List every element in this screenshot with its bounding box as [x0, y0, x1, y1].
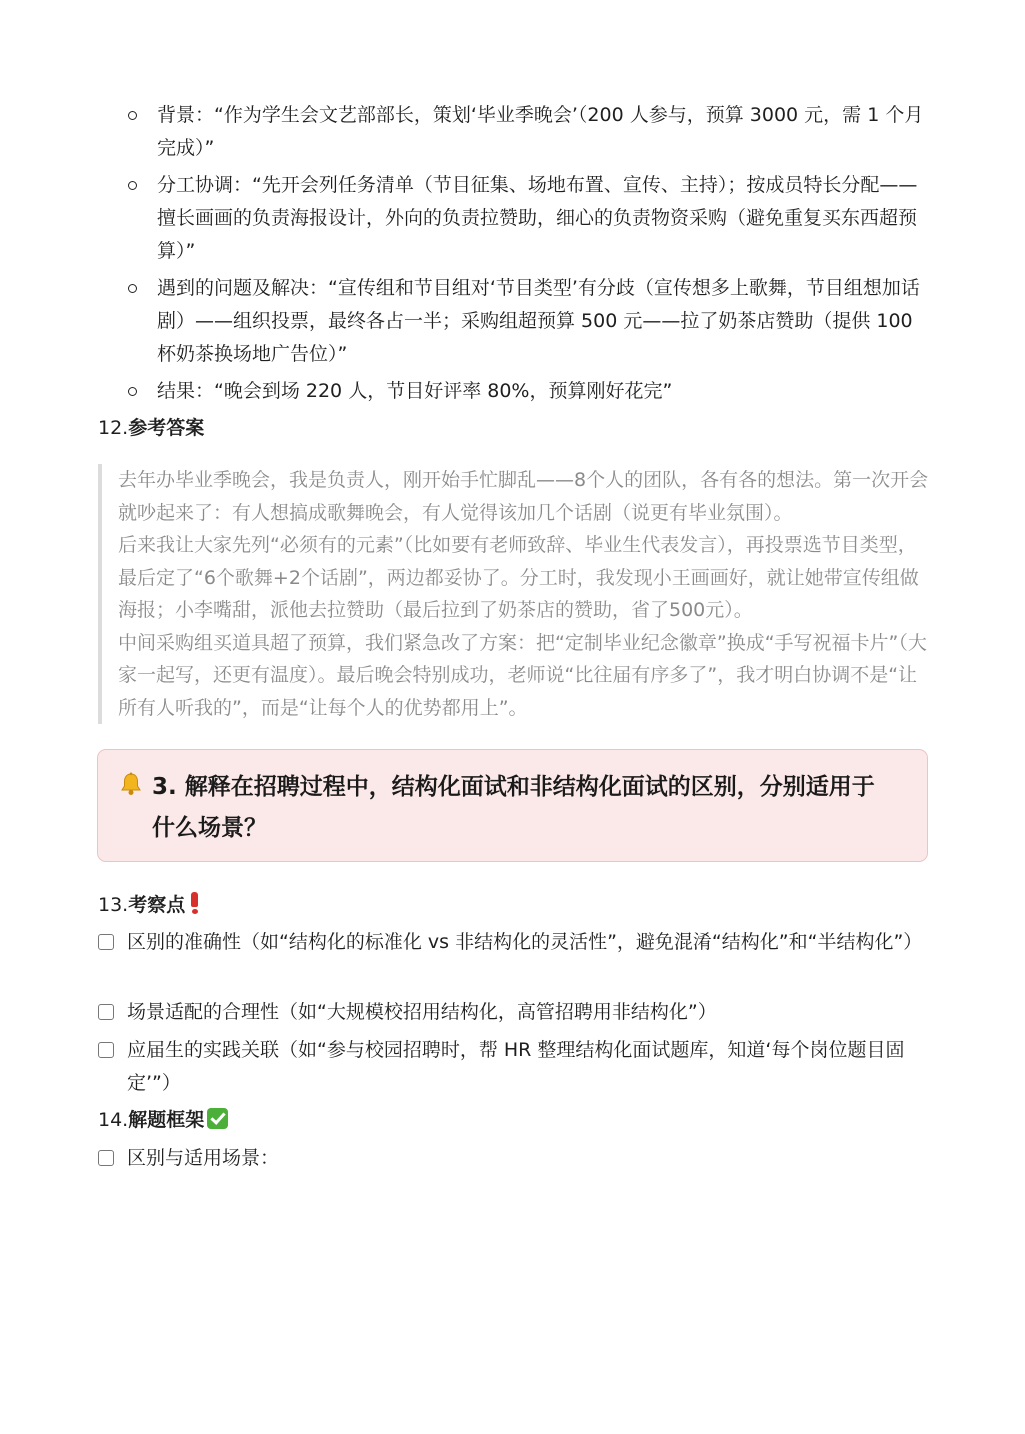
- question-callout: [97, 749, 928, 862]
- section-title: 考察点: [128, 894, 186, 916]
- quote-paragraph: 后来我让大家先列“必须有的元素”（比如要有老师致辞、毕业生代表发言），再投票选节目类型，最后定了“6个歌舞+2个话剧”，两边都妥协了。分工时，我发现小王画画好，就让她带宣传组做海报；小李嘴甜，派他去拉赞助（最后拉到了奶茶店的赞助，省了500元）。: [118, 534, 919, 621]
- section-heading-assessment-points: [98, 891, 198, 919]
- section-heading-answer-framework: [98, 1106, 228, 1134]
- checklist-item: [98, 1034, 918, 1100]
- section-title: 参考答案: [128, 417, 205, 439]
- checklist-item-text: 区别的准确性（如“结构化的标准化 vs 非结构化的灵活性”，避免混淆“结构化”和“半结构化”）: [127, 931, 923, 953]
- bullet-circle-icon: [128, 387, 137, 396]
- quote-paragraph: 中间采购组买道具超了预算，我们紧急改了方案：把“定制毕业纪念徽章”换成“手写祝福卡片”（大家一起写，还更有温度）。最后晚会特别成功，老师说“比往届有序多了”，我才明白协调不是“让所有人听我的”，而是“让每个人的优势都用上”。: [118, 631, 927, 719]
- bell-icon: [120, 772, 142, 796]
- section-heading-reference-answer: [98, 414, 204, 442]
- question-title: 3. 解释在招聘过程中，结构化面试和非结构化面试的区别，分别适用于什么场景？: [152, 774, 875, 841]
- section-number: 12.: [98, 417, 129, 439]
- bullet-division-of-labor: [126, 169, 932, 268]
- checklist-item: [98, 1142, 918, 1175]
- checkbox[interactable]: [98, 1042, 114, 1058]
- checkbox[interactable]: [98, 1004, 114, 1020]
- bullet-text: 背景：“作为学生会文艺部部长，策划‘毕业季晚会’（200 人参与，预算 3000 元，需 1 个月完成）”: [157, 104, 924, 159]
- section-number: 14.: [98, 1109, 129, 1131]
- bullet-text: 分工协调：“先开会列任务清单（节目征集、场地布置、宣传、主持）；按成员特长分配——擅长画画的负责海报设计，外向的负责拉赞助，细心的负责物资采购（避免重复买东西超预算）”: [157, 174, 918, 262]
- checklist-item: [98, 996, 918, 1029]
- checklist-item-text: 应届生的实践关联（如“参与校园招聘时，帮 HR 整理结构化面试题库，知道‘每个岗位题目固定’”）: [127, 1039, 905, 1094]
- checklist-item: [98, 926, 923, 959]
- exclamation-icon: [191, 892, 198, 914]
- check-mark-icon: [207, 1108, 228, 1129]
- bullet-text: 遇到的问题及解决：“宣传组和节目组对‘节目类型’有分歧（宣传想多上歌舞，节目组想加话剧）——组织投票，最终各占一半；采购组超预算 500 元——拉了奶茶店赞助（提供 100 杯奶茶换场地广告位）”: [157, 277, 920, 365]
- reference-answer-quote: [98, 464, 930, 724]
- section-title: 解题框架: [128, 1109, 205, 1131]
- bullet-circle-icon: [128, 284, 137, 293]
- checkbox[interactable]: [98, 1150, 114, 1166]
- bullet-background: [126, 99, 932, 165]
- bullet-result: [126, 375, 932, 408]
- experience-bullet-list: [126, 99, 932, 412]
- checklist-item-text: 区别与适用场景：: [127, 1147, 280, 1169]
- bullet-circle-icon: [128, 181, 137, 190]
- quote-paragraph: 去年办毕业季晚会，我是负责人，刚开始手忙脚乱——8个人的团队，各有各的想法。第一次开会就吵起来了：有人想搞成歌舞晚会，有人觉得该加几个话剧（说更有毕业氛围）。: [118, 469, 929, 524]
- checkbox[interactable]: [98, 934, 114, 950]
- section-number: 13.: [98, 894, 129, 916]
- bullet-text: 结果：“晚会到场 220 人，节目好评率 80%，预算刚好花完”: [157, 380, 673, 402]
- checklist-item-text: 场景适配的合理性（如“大规模校招用结构化，高管招聘用非结构化”）: [127, 1001, 717, 1023]
- bullet-circle-icon: [128, 111, 137, 120]
- bullet-problems-solutions: [126, 272, 932, 371]
